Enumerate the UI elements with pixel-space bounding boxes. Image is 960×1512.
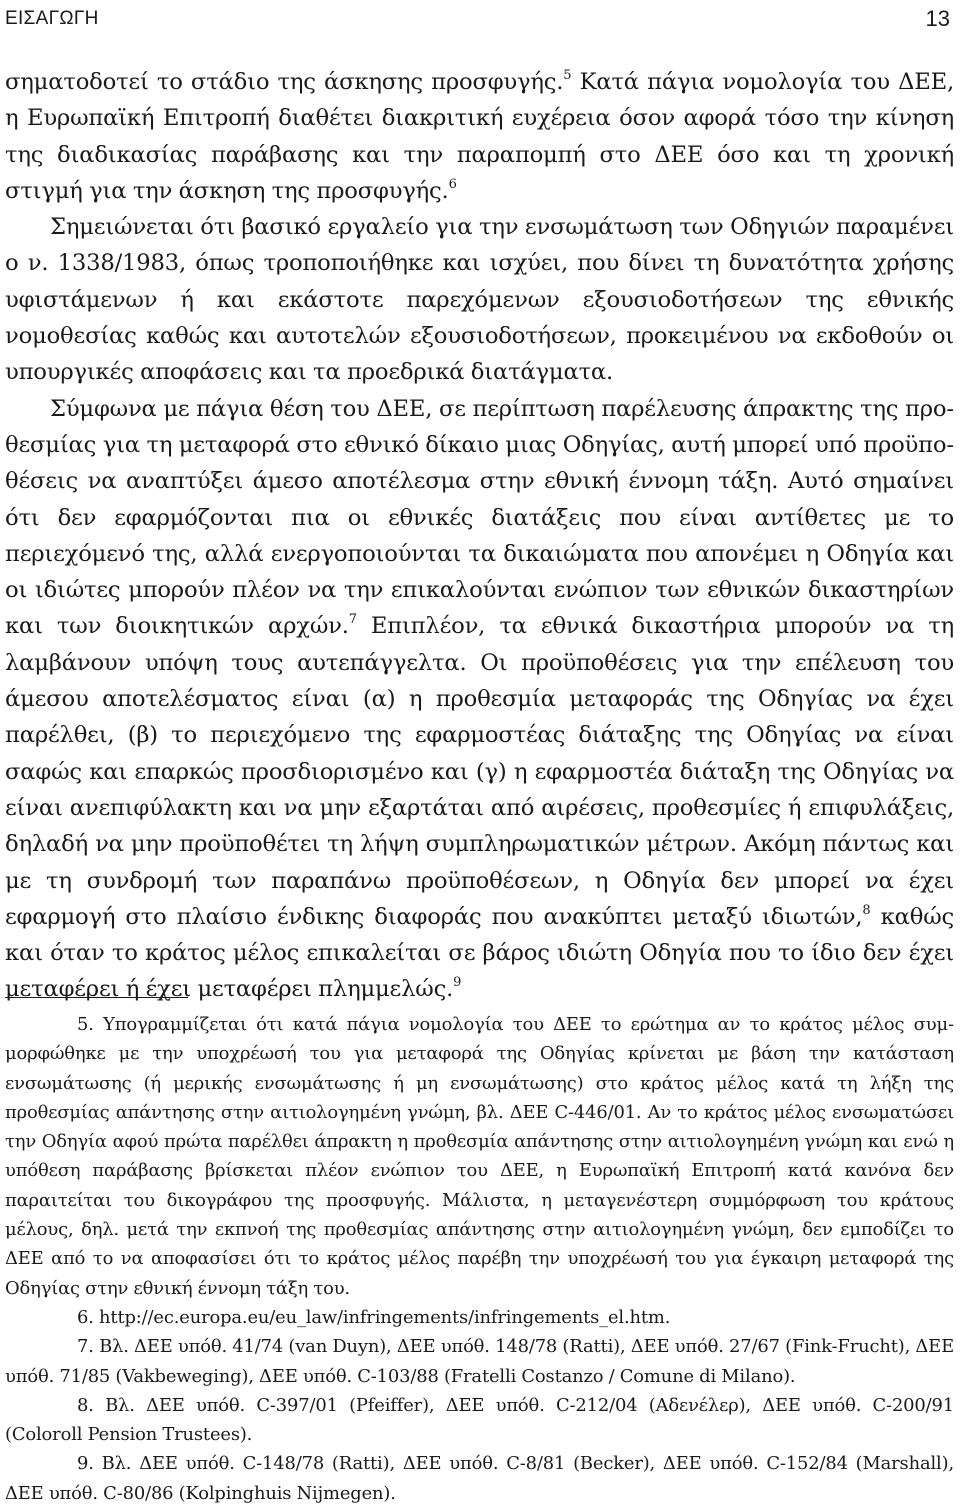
paragraph-3-text-b: Επιπλέον, τα εθνικά δικαστήρια μπορούν να τη λαμβάνουν υπόψη τους αυτεπάγγελτα. Οι προϋποθέσεις για την επέλευση του άμεσου αποτελέσματος είναι (α) η προθεσμία μεταφοράς της Οδηγίας να έχει παρέλθει, (β) το περιεχόμενο της εφαρμοστέας διάταξης της Οδηγίας να είναι σαφώς και επαρκώς προσδιορισμένο και (γ) η εφαρμοστέα διάταξη της Οδηγίας να είναι ανεπιφύλακτη και να μην εξαρτάται από αιρέσεις, προθεσμίες ή επιφυλάξεις, δηλαδή να μην προϋποθέτει τη λήψη συμπληρωματικών μέτρων. Ακόμη πάντως και με τη συνδρομή των παραπάνω προϋποθέσεων, η Οδηγία δεν μπορεί να έχει εφαρμογή στο πλαίσιο ένδικης διαφοράς που ανακύπτει μεταξύ ιδιωτών, [5,613,954,930]
footnote-text: Βλ. ΔΕΕ υπόθ. C-397/01 (Pfeiffer), ΔΕΕ υπόθ. C-212/04 (Αδενέλερ), ΔΕΕ υπόθ. C-200/91 (Coloroll Pension Trustees). [5,1394,954,1446]
footnote-number: 8. [77,1394,94,1416]
footnote-ref-8: 8 [862,902,871,918]
footnote-text: Βλ. ΔΕΕ υπόθ. C-148/78 (Ratti), ΔΕΕ υπόθ. C-8/81 (Becker), ΔΕΕ υπόθ. C-152/84 (Marshall), ΔΕΕ υπόθ. C-80/86 (Kolpinghuis Nijmegen). [5,1453,954,1504]
page-number: 13 [925,6,950,31]
footnote-ref-6: 6 [448,176,457,192]
footnote-number: 6. [77,1306,94,1328]
footnote-separator [5,997,188,998]
paragraph-3-text-a: Σύμφωνα με πάγια θέση του ΔΕΕ, σε περίπτωση παρέλευσης άπρακτης της προθεσμίας για τη μεταφορά στο εθνικό δίκαιο μιας Οδηγίας, αυτή μπορεί υπό προϋποθέσεις να αναπτύξει άμεσο αποτέλεσμα στην εθνική έννομη τάξη. Αυτό σημαίνει ότι δεν εφαρμόζονται πια οι εθνικές διατάξεις που είναι αντίθετες με το περιεχόμενό της, αλλά ενεργοποιούνται τα δικαιώματα που απονέμει η Οδηγία και οι ιδιώτες μπορούν πλέον να την επικαλούνται ενώπιον των εθνικών δικαστηρίων και των διοικητικών αρχών. [5,395,954,640]
paragraph-2: Σημειώνεται ότι βασικό εργαλείο για την ενσωμάτωση των Οδηγιών παραμένει ο ν. 1338/1983, όπως τροποποιήθηκε και ισχύει, που δίνει τη δυνατότητα χρήσης υφιστάμενων ή και εκάστοτε παρεχόμενων εξουσιοδοτήσεων της εθνικής νομοθεσίας καθώς και αυτοτελών εξουσιοδοτήσεων, προκειμένου να εκδοθούν οι υπουργικές αποφάσεις και τα προεδρικά διατάγματα. [5,214,954,386]
paragraph-3-text-c: καθώς και όταν το κράτος μέλος επικαλείται σε βάρος ιδιώτη Οδηγία που το ίδιο δεν έχει μεταφέρει ή έχει μεταφέρει πλημμελώς. [5,903,954,1003]
main-text [5,64,954,1008]
footnote-5 [5,1010,954,1303]
footnote-8 [5,1391,954,1450]
paragraph-3 [5,391,954,1008]
section-title: ΕΙΣΑΓΩΓΗ [5,8,99,29]
footnote-9 [5,1449,954,1508]
footnote-number: 5. [77,1014,94,1035]
footnote-number: 7. [77,1336,94,1358]
paragraph-1 [5,64,954,209]
footnote-text: Βλ. ΔΕΕ υπόθ. 41/74 (van Duyn), ΔΕΕ υπόθ. 148/78 (Ratti), ΔΕΕ υπόθ. 27/67 (Fink-Frucht), ΔΕΕ υπόθ. 71/85 (Vakbeweging), ΔΕΕ υπόθ. C-103/88 (Fratelli Costanzo / Comune di Milano). [5,1336,954,1387]
paragraph-1-text-b: Κατά πάγια νομολογία του ΔΕΕ, η Ευρωπαϊκή Επιτροπή διαθέτει διακριτική ευχέρεια όσον αφορά τόσο την κίνηση της διαδικασίας παράβασης και την παραπομπή στο ΔΕΕ όσο και τη χρονική στιγμή για την άσκηση της προσφυγής. [5,69,954,204]
footnote-ref-9: 9 [453,975,462,991]
footnote-link-text: http://ec.europa.eu/eu_law/infringements/infringements_el.htm. [99,1306,671,1328]
paragraph-1-text-a: σηματοδοτεί το στάδιο της άσκησης προσφυγής. [5,69,564,95]
footnotes [5,1010,954,1508]
footnote-7 [5,1332,954,1391]
footnote-number: 9. [77,1453,94,1475]
footnote-6 [5,1303,954,1332]
footnote-ref-5: 5 [563,68,572,83]
footnote-ref-7: 7 [348,612,357,628]
footnote-text: Υπογραμμίζεται ότι κατά πάγια νομολογία του ΔΕΕ το ερώτημα αν το κράτος μέλος συμμορφώθηκε με την υποχρέωσή του για μεταφορά της Οδηγίας κρίνεται με βάση την κατάσταση ενσωμάτωσης (ή μερικής ενσωμάτωσης ή μη ενσωμάτωσης) στο κράτος μέλος κατά τη λήξη της προθεσμίας απάντησης στην αιτιολογημένη γνώμη, βλ. ΔΕΕ C-446/01. Αν το κράτος μέλος ενσωματώσει την Οδηγία αφού πρώτα παρέλθει άπρακτη η προθεσμία απάντησης στην αιτιολογημένη γνώμη και ενώ η υπόθεση παράβασης βρίσκεται πλέον ενώπιον του ΔΕΕ, η Ευρωπαϊκή Επιτροπή κατά κανόνα δεν παραιτείται του δικογράφου της προσφυγής. Μάλιστα, η μεταγενέστερη συμμόρφωση του κράτους μέλους, δηλ. μετά την εκπνοή της προθεσμίας απάντησης στην αιτιολογημένη γνώμη, δεν εμποδίζει το ΔΕΕ από το να αποφασίσει ότι το κράτος μέλος παρέβη την υποχρέωσή του για έγκαιρη μεταφορά της Οδηγίας στην εθνική έννομη τάξη του. [5,1014,954,1299]
running-header [5,6,950,36]
